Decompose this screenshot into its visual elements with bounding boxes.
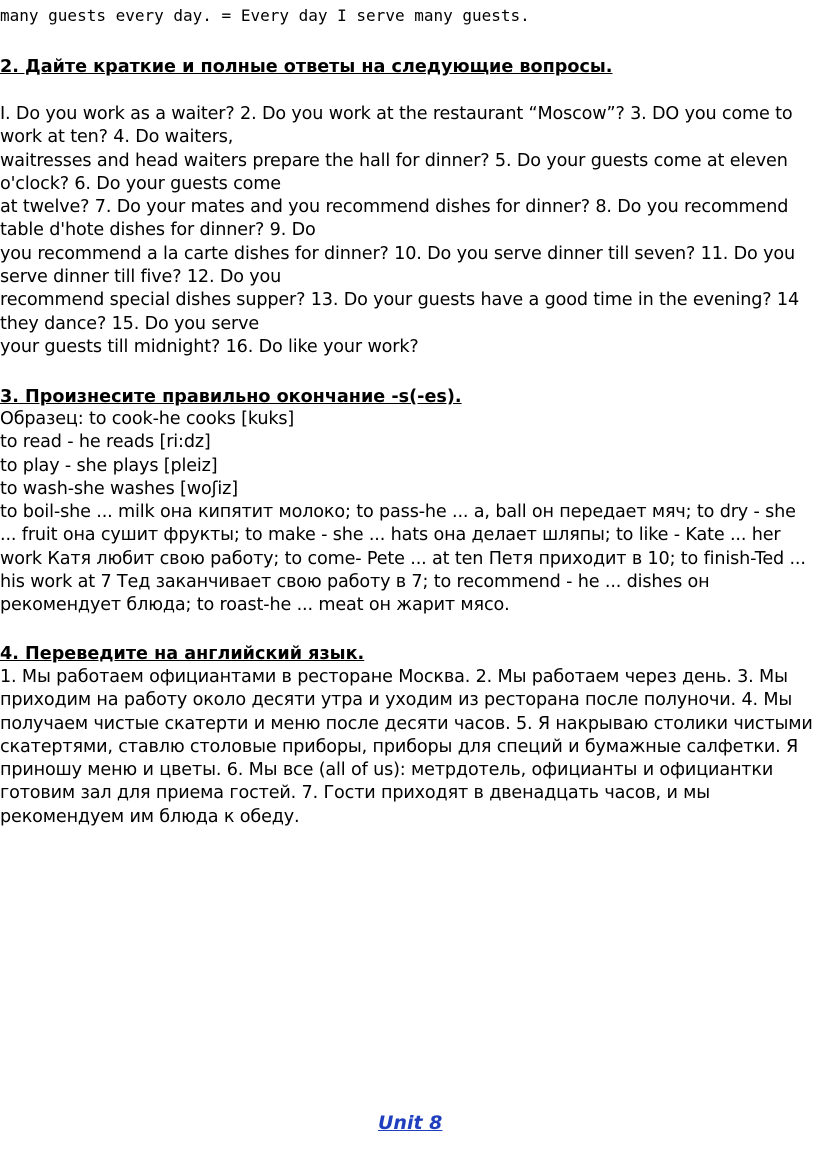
section-2-body	[0, 103, 816, 359]
section-4-heading: 4. Переведите на английский язык.	[0, 644, 365, 664]
text-line: 1. Мы работаем официантами в ресторане Москва. 2. Мы работаем через день. 3. Мы	[0, 667, 788, 687]
text-line: serve dinner till five? 12. Do you	[0, 267, 282, 288]
text-line: your guests till midnight? 16. Do like your work?	[0, 336, 419, 357]
text-line: work Катя любит свою работу; to come- Pete ... at ten Петя приходит в 10; to finish-Ted ...	[0, 548, 806, 569]
text-line: at twelve? 7. Do your mates and you recommend dishes for dinner? 8. Do you recommend	[0, 197, 789, 218]
text-line: to wash-she washes [woʃiz]	[0, 478, 238, 499]
text-line: готовим зал для приема гостей. 7. Гости приходят в двенадцать часов, и мы	[0, 783, 711, 804]
text-line: waitresses and head waiters prepare the hall for dinner? 5. Do your guests come at eleven	[0, 150, 788, 171]
text-line: table d'hote dishes for dinner? 9. Do	[0, 220, 316, 241]
text-line: to boil-she ... milk она кипятит молоко; to pass-he ... a, ball он передает мяч; to dry - she	[0, 502, 796, 523]
section-4-body	[0, 666, 816, 829]
text-line: скатертями, ставлю столовые приборы, приборы для специй и бумажные салфетки. Я	[0, 736, 799, 757]
text-line: work at ten? 4. Do waiters,	[0, 127, 234, 148]
section-3-heading: 3. Произнесите правильно окончание -s(-es).	[0, 387, 462, 407]
text-line: приходим на работу около десяти утра и уходим из ресторана после полуночи. 4. Мы	[0, 690, 793, 711]
text-line: you recommend a la carte dishes for dinner? 10. Do you serve dinner till seven? 11. Do you	[0, 243, 795, 264]
text-line: приношу меню и цветы. 6. Мы все (all of us): метрдотель, официанты и официантки	[0, 760, 774, 781]
text-line: рекомендует блюда; to roast-he ... meat он жарит мясо.	[0, 595, 510, 616]
text-line: o'clock? 6. Do your guests come	[0, 173, 281, 194]
text-line: recommend special dishes supper? 13. Do your guests have a good time in the evening? 14	[0, 290, 800, 311]
text-line: получаем чистые скатерти и меню после десяти часов. 5. Я накрываю столики чистыми	[0, 713, 813, 734]
text-line: to play - she plays [pleiz]	[0, 455, 218, 476]
text-line: his work at 7 Тед заканчивает свою работу в 7; to recommend - he ... dishes он	[0, 572, 710, 593]
text-line: to read - he reads [ri:dz]	[0, 432, 211, 453]
section-3-body	[0, 408, 816, 618]
intro-text: many guests every day. = Every day I serve many guests.	[0, 6, 530, 25]
text-line: Образец: to cook-he cooks [kuks]	[0, 409, 295, 429]
section-2-heading: 2. Дайте краткие и полные ответы на следующие вопросы.	[0, 57, 613, 77]
text-line: рекомендуем им блюда к обеду.	[0, 806, 300, 827]
text-line: they dance? 15. Do you serve	[0, 313, 260, 334]
unit-8-link[interactable]: Unit 8	[378, 1112, 443, 1134]
intro-line	[0, 6, 816, 26]
text-line: ... fruit она сушит фрукты; to make - she ... hats она делает шляпы; to like - Kate ... her	[0, 525, 781, 546]
text-line: I. Do you work as a waiter? 2. Do you work at the restaurant “Moscow”? 3. DO you come to	[0, 104, 793, 124]
